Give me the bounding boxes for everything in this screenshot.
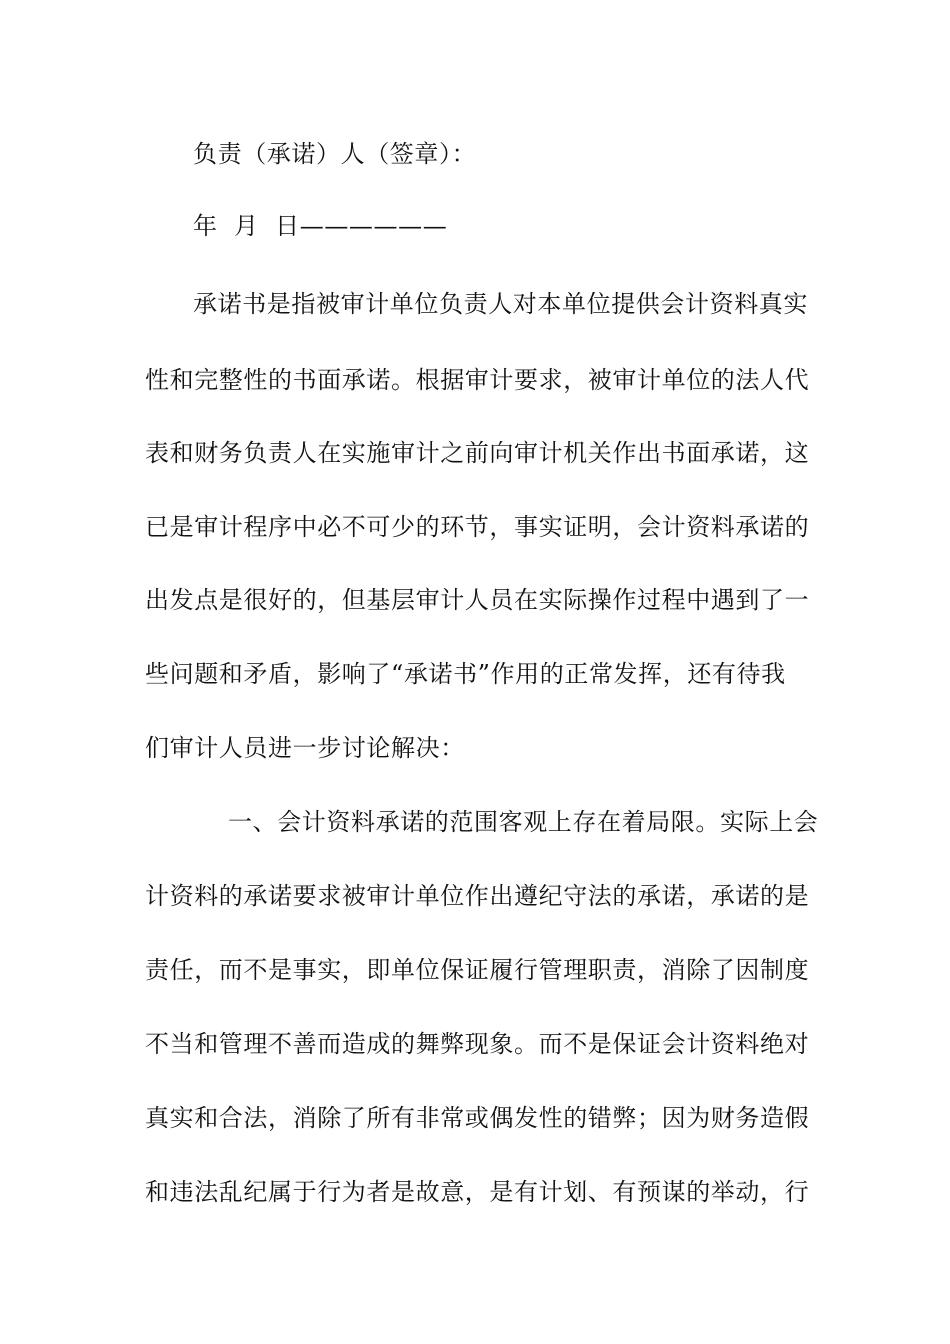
paragraph-line: 一、会计资料承诺的范围客观上存在着局限。实际上会 [228, 808, 819, 836]
paragraph-line: 不当和管理不善而造成的舞弊现象。而不是保证会计资料绝对 [145, 1030, 810, 1058]
paragraph-line: 责任，而不是事实，即单位保证履行管理职责，消除了因制度 [145, 956, 810, 984]
paragraph-line: 承诺书是指被审计单位负责人对本单位提供会计资料真实 [193, 290, 808, 318]
paragraph-line: 些问题和矛盾，影响了“承诺书”作用的正常发挥，还有待我 [145, 660, 786, 688]
paragraph-line: 已是审计程序中必不可少的环节，事实证明，会计资料承诺的 [145, 513, 810, 541]
paragraph-line: 出发点是很好的，但基层审计人员在实际操作过程中遇到了一 [145, 586, 810, 614]
paragraph-line: 计资料的承诺要求被审计单位作出遵纪守法的承诺，承诺的是 [145, 882, 810, 910]
paragraph-line: 和违法乱纪属于行为者是故意，是有计划、有预谋的举动，行 [145, 1178, 810, 1206]
signature-line: 负责（承诺）人（签章）： [193, 140, 477, 168]
paragraph-line: 们审计人员进一步讨论解决： [145, 734, 465, 762]
paragraph-line: 表和财务负责人在实施审计之前向审计机关作出书面承诺，这 [145, 439, 810, 467]
paragraph-line: 真实和合法，消除了所有非常或偶发性的错弊；因为财务造假 [145, 1104, 810, 1132]
date-line: 年 月 日—————— [193, 212, 448, 240]
paragraph-line: 性和完整性的书面承诺。根据审计要求，被审计单位的法人代 [145, 366, 810, 394]
